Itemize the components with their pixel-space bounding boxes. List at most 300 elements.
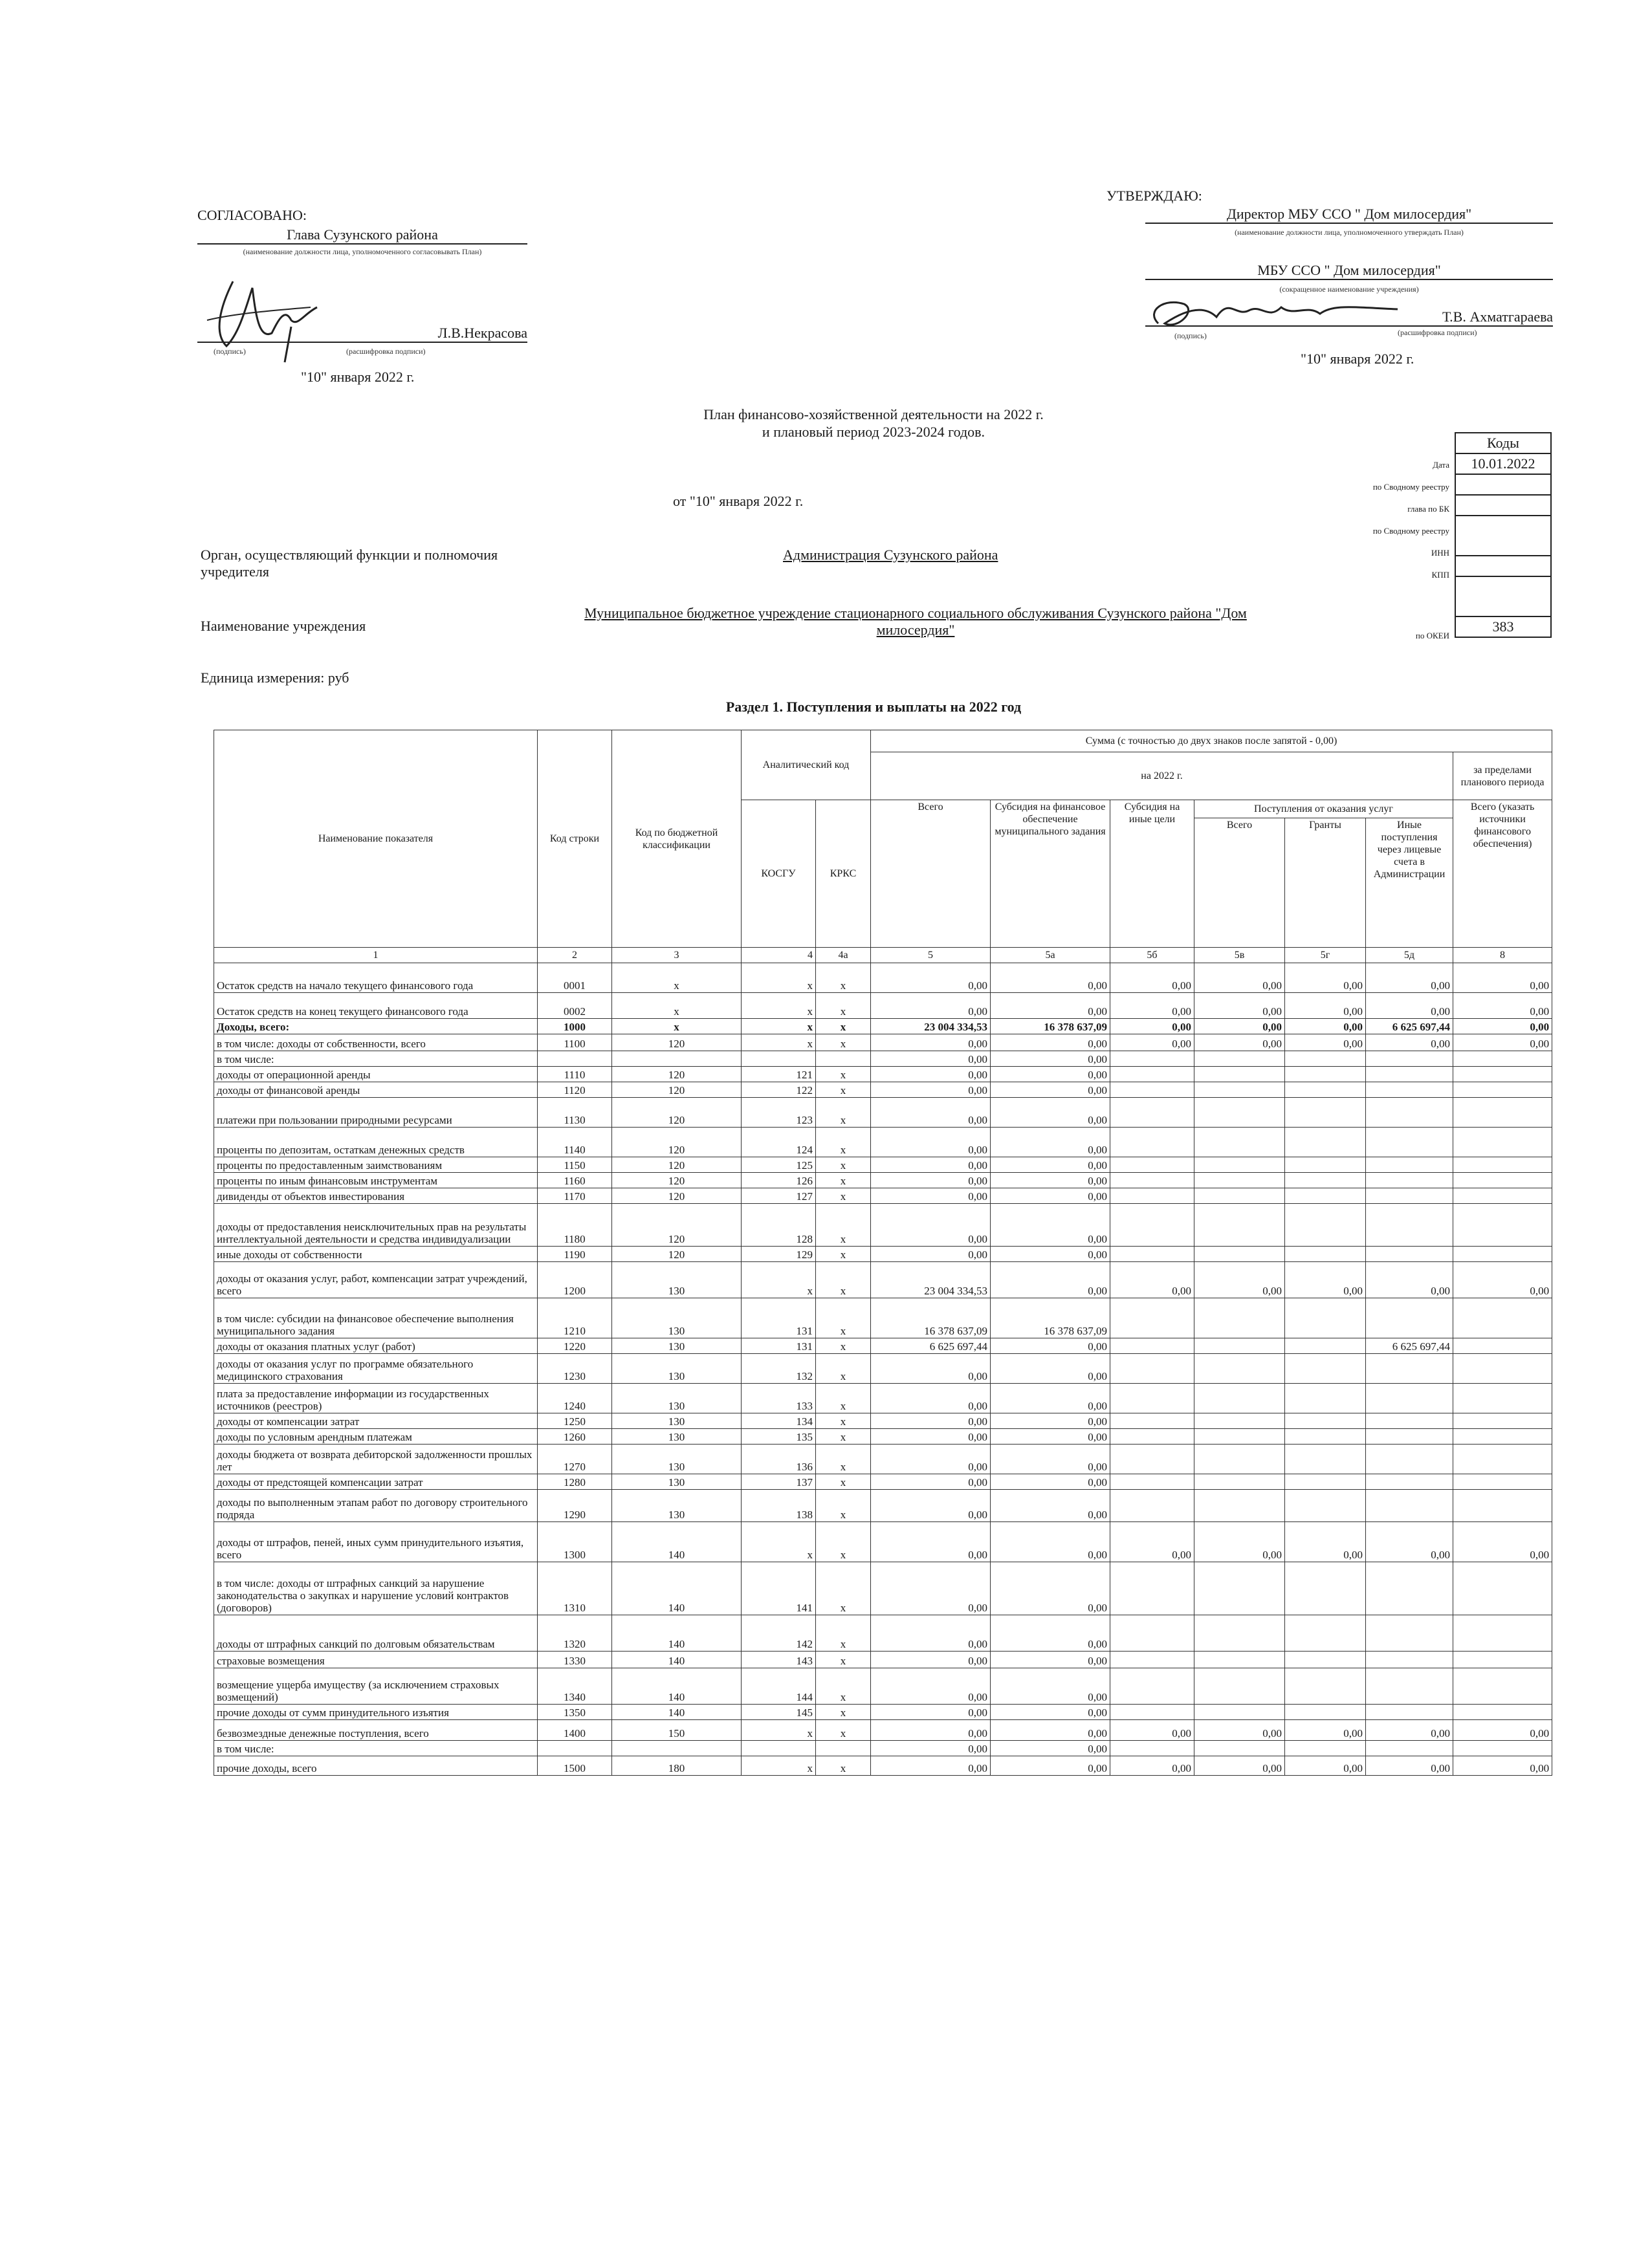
row-amount: 0,00 [1194, 1262, 1285, 1298]
row-code: 0001 [538, 963, 612, 993]
code-value [1455, 576, 1551, 616]
col-number: 5г [1285, 948, 1366, 963]
row-amount [1194, 1204, 1285, 1247]
table-row [214, 1188, 1552, 1204]
row-krks: x [816, 1082, 871, 1098]
row-amount: 0,00 [991, 1720, 1110, 1741]
organ-label: Орган, осуществляющий функции и полномочия учредителя [201, 547, 498, 580]
row-amount [1285, 1562, 1366, 1615]
row-code: 1120 [538, 1082, 612, 1098]
row-bk: 130 [612, 1354, 742, 1384]
row-amount [1110, 1490, 1194, 1522]
row-kosgu: x [742, 963, 816, 993]
row-amount: 0,00 [1285, 963, 1366, 993]
code-label: Дата [1433, 460, 1449, 470]
row-amount: 0,00 [1110, 1756, 1194, 1776]
row-amount: 0,00 [991, 1490, 1110, 1522]
row-kosgu: x [742, 1262, 816, 1298]
row-code: 1500 [538, 1756, 612, 1776]
row-amount: 0,00 [871, 1474, 991, 1490]
row-amount: 0,00 [991, 1429, 1110, 1445]
row-amount: 0,00 [991, 1338, 1110, 1354]
row-amount: 0,00 [1285, 1034, 1366, 1051]
row-amount: 0,00 [1453, 1019, 1552, 1034]
row-amount [1453, 1188, 1552, 1204]
row-amount: 0,00 [1366, 1262, 1453, 1298]
row-amount [1453, 1128, 1552, 1157]
row-name: платежи при пользовании природными ресурсами [214, 1098, 538, 1128]
row-krks: x [816, 1262, 871, 1298]
col-number: 5а [991, 948, 1110, 963]
row-bk: 140 [612, 1652, 742, 1668]
row-amount [1194, 1741, 1285, 1756]
row-amount: 0,00 [1453, 1720, 1552, 1741]
row-amount [1194, 1490, 1285, 1522]
row-kosgu: 131 [742, 1338, 816, 1354]
row-amount [1366, 1051, 1453, 1067]
row-code: 1310 [538, 1562, 612, 1615]
row-name: доходы по условным арендным платежам [214, 1429, 538, 1445]
row-name: прочие доходы, всего [214, 1756, 538, 1776]
row-amount: 0,00 [991, 963, 1110, 993]
row-bk: 130 [612, 1474, 742, 1490]
row-amount [1453, 1338, 1552, 1354]
row-krks: x [816, 1298, 871, 1338]
row-amount: 23 004 334,53 [871, 1019, 991, 1034]
row-kosgu: 132 [742, 1354, 816, 1384]
table-row [214, 1157, 1552, 1173]
row-code: 1350 [538, 1705, 612, 1720]
row-amount [1194, 1173, 1285, 1188]
row-kosgu: 123 [742, 1098, 816, 1128]
th-sum: Сумма (с точностью до двух знаков после запятой - 0,00) [871, 730, 1552, 752]
row-kosgu: 129 [742, 1247, 816, 1262]
row-amount: 0,00 [991, 1067, 1110, 1082]
row-amount: 0,00 [871, 1522, 991, 1562]
section-title: Раздел 1. Поступления и выплаты на 2022 год [725, 699, 1022, 715]
row-amount [1194, 1298, 1285, 1338]
row-kosgu [742, 1741, 816, 1756]
th-svc-total: Всего [1194, 818, 1285, 948]
row-krks: x [816, 1173, 871, 1188]
row-amount: 0,00 [991, 1562, 1110, 1615]
row-amount [1366, 1474, 1453, 1490]
table-row [214, 1474, 1552, 1490]
row-amount [1194, 1082, 1285, 1098]
row-bk: 120 [612, 1188, 742, 1204]
row-name: возмещение ущерба имуществу (за исключением страховых возмещений) [214, 1668, 538, 1705]
row-amount: 0,00 [991, 1173, 1110, 1188]
row-amount [1285, 1429, 1366, 1445]
row-amount [1366, 1247, 1453, 1262]
row-amount [1366, 1429, 1453, 1445]
row-krks: x [816, 1384, 871, 1413]
row-amount [1285, 1051, 1366, 1067]
row-krks: x [816, 1413, 871, 1429]
row-krks: x [816, 1098, 871, 1128]
row-amount [1453, 1051, 1552, 1067]
table-row [214, 1173, 1552, 1188]
row-amount: 0,00 [1366, 1720, 1453, 1741]
row-amount [1366, 1128, 1453, 1157]
row-krks: x [816, 1490, 871, 1522]
row-amount: 0,00 [991, 1474, 1110, 1490]
row-bk: 140 [612, 1705, 742, 1720]
row-amount: 0,00 [991, 1705, 1110, 1720]
table-row [214, 1720, 1552, 1741]
th-other-income: Иные поступления через лицевые счета в Администрации [1366, 818, 1453, 948]
row-bk: x [612, 993, 742, 1019]
row-amount [1194, 1668, 1285, 1705]
row-amount [1285, 1247, 1366, 1262]
row-code: 1180 [538, 1204, 612, 1247]
row-amount [1194, 1051, 1285, 1067]
row-amount [1194, 1445, 1285, 1474]
row-amount: 0,00 [991, 1157, 1110, 1173]
table-row [214, 1522, 1552, 1562]
table-row [214, 1019, 1552, 1034]
row-amount [1110, 1413, 1194, 1429]
table-row [214, 1082, 1552, 1098]
row-amount [1453, 1429, 1552, 1445]
row-bk: 120 [612, 1082, 742, 1098]
row-code: 1260 [538, 1429, 612, 1445]
row-amount: 0,00 [871, 1720, 991, 1741]
row-amount: 0,00 [1285, 1756, 1366, 1776]
row-code: 1320 [538, 1615, 612, 1652]
col-number: 4а [816, 948, 871, 963]
row-kosgu: x [742, 1522, 816, 1562]
row-bk: 130 [612, 1490, 742, 1522]
row-bk: 130 [612, 1413, 742, 1429]
row-amount: 0,00 [871, 1615, 991, 1652]
row-amount [1285, 1298, 1366, 1338]
approval-right-position: Директор МБУ ССО " Дом милосердия" [1145, 206, 1553, 224]
row-amount: 0,00 [1285, 1720, 1366, 1741]
row-amount [1366, 1098, 1453, 1128]
th-analytic: Аналитический код [742, 730, 871, 800]
row-bk: x [612, 963, 742, 993]
row-name: безвозмездные денежные поступления, всего [214, 1720, 538, 1741]
row-bk: 120 [612, 1204, 742, 1247]
row-amount [1110, 1354, 1194, 1384]
row-kosgu: 135 [742, 1429, 816, 1445]
col-number: 1 [214, 948, 538, 963]
row-amount [1285, 1474, 1366, 1490]
row-name: дивиденды от объектов инвестирования [214, 1188, 538, 1204]
row-kosgu: 145 [742, 1705, 816, 1720]
row-amount: 0,00 [871, 1756, 991, 1776]
code-label: по Сводному реестру [1372, 526, 1449, 536]
row-code: 1240 [538, 1384, 612, 1413]
row-amount: 0,00 [871, 1128, 991, 1157]
row-krks: x [816, 1204, 871, 1247]
table-row [214, 1338, 1552, 1354]
row-krks: x [816, 1522, 871, 1562]
row-amount: 16 378 637,09 [871, 1298, 991, 1338]
row-amount [1366, 1705, 1453, 1720]
row-kosgu: x [742, 993, 816, 1019]
table-row [214, 1384, 1552, 1413]
row-kosgu: 138 [742, 1490, 816, 1522]
row-amount: 0,00 [1285, 993, 1366, 1019]
row-amount [1110, 1298, 1194, 1338]
row-kosgu [742, 1051, 816, 1067]
approval-left-name-caption: (расшифровка подписи) [346, 347, 426, 356]
row-amount [1285, 1413, 1366, 1429]
row-kosgu: 141 [742, 1562, 816, 1615]
code-value [1455, 516, 1551, 556]
row-amount [1110, 1098, 1194, 1128]
row-amount [1285, 1668, 1366, 1705]
row-code: 1200 [538, 1262, 612, 1298]
row-kosgu: 136 [742, 1445, 816, 1474]
row-name: Доходы, всего: [214, 1019, 538, 1034]
row-bk: 150 [612, 1720, 742, 1741]
row-amount [1453, 1067, 1552, 1082]
approval-right-name-caption: (расшифровка подписи) [1398, 328, 1477, 337]
row-amount: 0,00 [1366, 963, 1453, 993]
row-name: доходы от оказания услуг по программе обязательного медицинского страхования [214, 1354, 538, 1384]
row-bk: 130 [612, 1445, 742, 1474]
table-body [214, 963, 1552, 1776]
row-amount: 6 625 697,44 [1366, 1019, 1453, 1034]
row-amount [1285, 1098, 1366, 1128]
table-row [214, 1247, 1552, 1262]
row-name: доходы от оказания платных услуг (работ) [214, 1338, 538, 1354]
row-bk: 130 [612, 1262, 742, 1298]
approval-left-position-caption: (наименование должности лица, уполномоченного согласовывать План) [243, 247, 482, 256]
row-amount [1110, 1429, 1194, 1445]
row-krks: x [816, 1668, 871, 1705]
row-amount: 0,00 [991, 1384, 1110, 1413]
row-amount: 0,00 [1110, 1720, 1194, 1741]
row-amount: 0,00 [871, 1429, 991, 1445]
table-row [214, 1413, 1552, 1429]
row-kosgu: 128 [742, 1204, 816, 1247]
row-amount [1453, 1445, 1552, 1474]
row-amount [1285, 1445, 1366, 1474]
row-amount: 0,00 [1285, 1019, 1366, 1034]
row-amount: 0,00 [1110, 963, 1194, 993]
code-value [1455, 474, 1551, 495]
row-bk: 140 [612, 1562, 742, 1615]
th-grants: Гранты [1285, 818, 1366, 948]
row-amount [1285, 1157, 1366, 1173]
unit-label: Единица измерения: руб [201, 670, 349, 686]
row-bk: 120 [612, 1128, 742, 1157]
row-amount: 0,00 [991, 1668, 1110, 1705]
row-bk: 140 [612, 1668, 742, 1705]
col-number: 5д [1366, 948, 1453, 963]
row-amount [1366, 1204, 1453, 1247]
row-amount [1366, 1298, 1453, 1338]
row-amount: 0,00 [991, 1098, 1110, 1128]
row-krks: x [816, 1034, 871, 1051]
row-kosgu: x [742, 1756, 816, 1776]
row-amount [1194, 1188, 1285, 1204]
finance-table [214, 730, 1552, 1776]
row-code: 0002 [538, 993, 612, 1019]
row-amount [1453, 1173, 1552, 1188]
row-amount: 0,00 [991, 1522, 1110, 1562]
row-amount: 0,00 [1194, 1034, 1285, 1051]
row-amount [1110, 1247, 1194, 1262]
institution-label: Наименование учреждения [201, 618, 366, 634]
row-name: страховые возмещения [214, 1652, 538, 1668]
row-amount: 0,00 [871, 1157, 991, 1173]
row-amount: 0,00 [871, 1705, 991, 1720]
row-name: доходы от предоставления неисключительных прав на результаты интеллектуальной деятельности и средства индивидуализации [214, 1204, 538, 1247]
table-row [214, 1354, 1552, 1384]
table-row [214, 1204, 1552, 1247]
row-name: доходы бюджета от возврата дебиторской задолженности прошлых лет [214, 1445, 538, 1474]
row-krks: x [816, 1067, 871, 1082]
row-kosgu: x [742, 1720, 816, 1741]
row-amount [1194, 1384, 1285, 1413]
row-amount: 0,00 [1285, 1522, 1366, 1562]
doc-subtitle: и плановый период 2023-2024 годов. [762, 424, 985, 440]
row-code: 1160 [538, 1173, 612, 1188]
table-row [214, 993, 1552, 1019]
table-row [214, 1668, 1552, 1705]
row-krks: x [816, 1157, 871, 1173]
row-amount [1110, 1338, 1194, 1354]
doc-title: План финансово-хозяйственной деятельности на 2022 г. [703, 406, 1044, 422]
row-amount [1366, 1652, 1453, 1668]
row-bk: 140 [612, 1522, 742, 1562]
table-row [214, 1445, 1552, 1474]
th-beyond: за пределами планового периода [1453, 752, 1552, 800]
row-bk: 120 [612, 1157, 742, 1173]
approval-left-name: Л.В.Некрасова [197, 325, 527, 343]
row-amount: 0,00 [1453, 963, 1552, 993]
organ-value: Администрация Сузунского района [783, 547, 998, 563]
row-amount [1110, 1082, 1194, 1098]
row-code: 1100 [538, 1034, 612, 1051]
row-amount [1453, 1157, 1552, 1173]
row-amount [1285, 1741, 1366, 1756]
approval-left-heading: СОГЛАСОВАНО: [197, 207, 307, 223]
row-amount: 0,00 [1366, 993, 1453, 1019]
row-amount: 0,00 [1110, 1034, 1194, 1051]
row-amount: 0,00 [991, 1652, 1110, 1668]
approval-right-sign-caption: (подпись) [1174, 331, 1207, 340]
row-amount [1194, 1429, 1285, 1445]
approval-left-sign-caption: (подпись) [214, 347, 246, 356]
row-krks: x [816, 1188, 871, 1204]
row-amount [1110, 1652, 1194, 1668]
row-code: 1140 [538, 1128, 612, 1157]
institution-value: Муниципальное бюджетное учреждение стационарного социального обслуживания Сузунского района "Дом милосердия" [584, 605, 1247, 638]
approval-left-date: "10" января 2022 г. [301, 369, 415, 385]
code-value: 10.01.2022 [1455, 453, 1551, 474]
row-amount: 0,00 [871, 1562, 991, 1615]
row-bk: 130 [612, 1338, 742, 1354]
row-krks: x [816, 1445, 871, 1474]
row-amount [1453, 1490, 1552, 1522]
row-amount [1110, 1204, 1194, 1247]
row-code: 1000 [538, 1019, 612, 1034]
row-amount [1366, 1157, 1453, 1173]
col-number-row [214, 948, 1552, 963]
row-amount: 0,00 [871, 1413, 991, 1429]
col-number: 5в [1194, 948, 1285, 963]
th-total: Всего [871, 800, 991, 948]
row-name: доходы от штрафов, пеней, иных сумм принудительного изъятия, всего [214, 1522, 538, 1562]
code-value: 383 [1455, 616, 1551, 637]
code-value [1455, 556, 1551, 576]
row-amount [1110, 1668, 1194, 1705]
row-code [538, 1741, 612, 1756]
row-amount [1366, 1445, 1453, 1474]
row-code: 1290 [538, 1490, 612, 1522]
row-name: проценты по депозитам, остаткам денежных средств [214, 1128, 538, 1157]
row-krks: x [816, 1705, 871, 1720]
row-amount: 0,00 [871, 1188, 991, 1204]
row-amount: 0,00 [991, 1354, 1110, 1384]
approval-right-date: "10" января 2022 г. [1301, 351, 1414, 367]
row-name: в том числе: доходы от собственности, всего [214, 1034, 538, 1051]
row-amount: 0,00 [871, 1247, 991, 1262]
row-amount [1110, 1705, 1194, 1720]
table-row [214, 1652, 1552, 1668]
row-bk [612, 1051, 742, 1067]
table-row [214, 1051, 1552, 1067]
row-amount: 0,00 [991, 1128, 1110, 1157]
row-krks: x [816, 963, 871, 993]
th-subsidy-task: Субсидия на финансовое обеспечение муниципального задания [991, 800, 1110, 948]
table-row [214, 1490, 1552, 1522]
row-krks [816, 1051, 871, 1067]
th-services: Поступления от оказания услуг [1194, 800, 1453, 818]
row-code: 1340 [538, 1668, 612, 1705]
row-amount [1366, 1741, 1453, 1756]
code-value [1455, 495, 1551, 516]
row-amount [1285, 1652, 1366, 1668]
row-kosgu: 143 [742, 1652, 816, 1668]
row-name: в том числе: доходы от штрафных санкций за нарушение законодательства о закупках и нарушение условий контрактов (договоров) [214, 1562, 538, 1615]
row-bk: 120 [612, 1173, 742, 1188]
row-amount: 16 378 637,09 [991, 1019, 1110, 1034]
row-amount: 0,00 [991, 1188, 1110, 1204]
row-kosgu: 122 [742, 1082, 816, 1098]
row-amount [1110, 1128, 1194, 1157]
row-amount: 0,00 [991, 1413, 1110, 1429]
row-amount [1110, 1562, 1194, 1615]
approval-right-institution: МБУ ССО " Дом милосердия" [1145, 262, 1553, 280]
row-amount: 0,00 [871, 1082, 991, 1098]
row-kosgu: 124 [742, 1128, 816, 1157]
col-number: 3 [612, 948, 742, 963]
row-amount [1285, 1490, 1366, 1522]
row-amount [1366, 1354, 1453, 1384]
th-code: Код строки [538, 730, 612, 948]
row-amount [1366, 1562, 1453, 1615]
row-amount [1285, 1354, 1366, 1384]
row-krks: x [816, 1338, 871, 1354]
row-amount: 0,00 [871, 1067, 991, 1082]
row-kosgu: 125 [742, 1157, 816, 1173]
row-amount: 0,00 [991, 1082, 1110, 1098]
code-label: КПП [1431, 570, 1449, 580]
row-krks [816, 1741, 871, 1756]
table-row [214, 1429, 1552, 1445]
row-amount: 16 378 637,09 [991, 1298, 1110, 1338]
row-bk: 180 [612, 1756, 742, 1776]
row-kosgu: 137 [742, 1474, 816, 1490]
row-amount [1285, 1338, 1366, 1354]
